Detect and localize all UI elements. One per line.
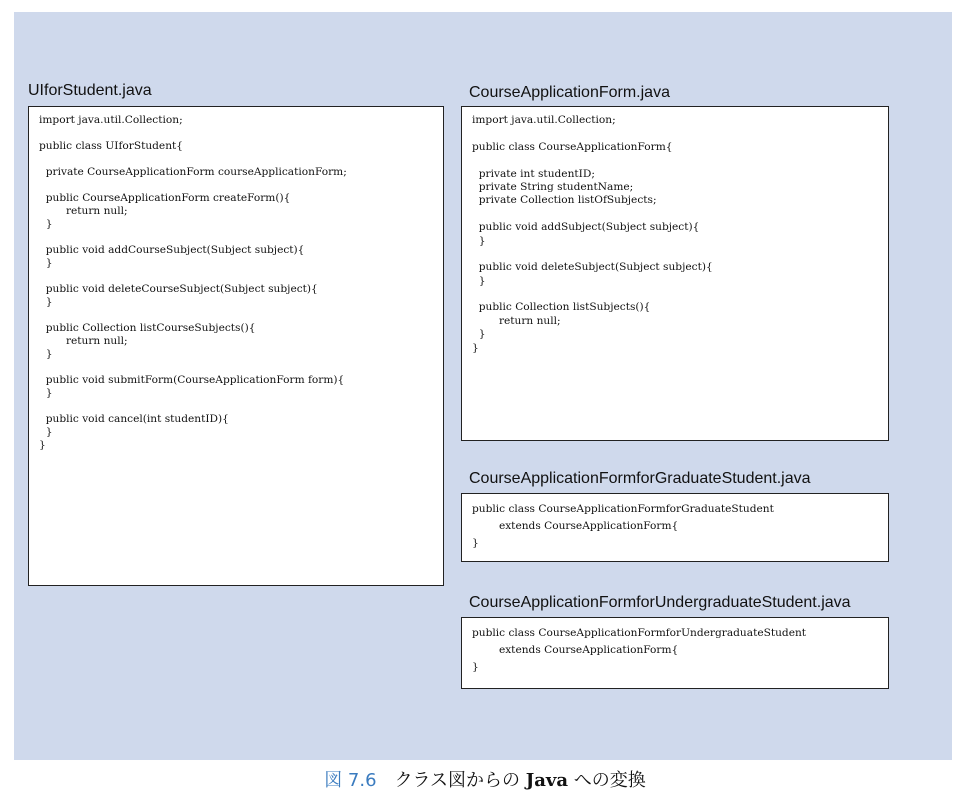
code-line: public Collection listSubjects(){ [472, 301, 651, 314]
code-line [39, 270, 443, 283]
code-line: } [39, 426, 53, 438]
figure-number: 図 7.6 [324, 770, 377, 791]
code-line: } [39, 348, 53, 360]
code-line: public class CourseApplicationFormforUndergraduateStudent [472, 627, 807, 639]
code-line [472, 288, 888, 301]
code-line: public Collection listCourseSubjects(){ [39, 322, 256, 334]
code-line: private int studentID; [472, 167, 595, 180]
code-line: import java.util.Collection; [39, 114, 183, 126]
code-line [39, 361, 443, 374]
code-line: return null; [39, 205, 128, 217]
code-line [39, 153, 443, 166]
code-line [39, 179, 443, 192]
code-line [39, 400, 443, 413]
caption-text-java: Java [525, 770, 569, 791]
code-block-courseapplicationform [461, 106, 889, 441]
code-line: public void addCourseSubject(Subject subject){ [39, 244, 305, 256]
code-line [472, 248, 888, 261]
code-line: private Collection listOfSubjects; [472, 194, 657, 207]
code-line: public class UIforStudent{ [39, 140, 184, 152]
code-line: public void deleteCourseSubject(Subject subject){ [39, 283, 318, 295]
code-line: public void submitForm(CourseApplicationForm form){ [39, 374, 345, 386]
code-block-uiforstudent [28, 106, 444, 586]
figure-caption [0, 766, 970, 792]
code-line: public void cancel(int studentID){ [39, 413, 229, 425]
code-line: } [472, 661, 479, 673]
file-title-courseapplicationform: CourseApplicationForm.java [469, 84, 670, 101]
code-line: private String studentName; [472, 180, 634, 193]
code-line: } [472, 341, 479, 354]
code-line [39, 231, 443, 244]
code-line: public CourseApplicationForm createForm(){ [39, 192, 291, 204]
code-line: } [39, 387, 53, 399]
code-line: import java.util.Collection; [472, 114, 616, 126]
code-line: } [39, 296, 53, 308]
file-title-undergraduate-form: CourseApplicationFormforUndergraduateStudent.java [469, 594, 851, 611]
code-line: return null; [472, 314, 561, 327]
file-title-uiforstudent: UIforStudent.java [28, 82, 152, 99]
code-line: public void deleteSubject(Subject subject){ [472, 261, 713, 274]
code-line: } [472, 537, 479, 549]
caption-text-before: クラス図からの [394, 770, 526, 791]
code-line: } [39, 439, 46, 451]
code-line: extends CourseApplicationForm{ [472, 520, 679, 532]
code-line: extends CourseApplicationForm{ [472, 644, 679, 656]
code-line: } [472, 274, 486, 287]
code-line [472, 208, 888, 221]
code-line [472, 127, 888, 140]
caption-text-after: への変換 [568, 770, 646, 791]
code-line: public void addSubject(Subject subject){ [472, 221, 700, 234]
code-line: return null; [39, 335, 128, 347]
code-line: } [472, 234, 486, 247]
code-block-graduate-form [461, 493, 889, 562]
code-line [39, 127, 443, 140]
code-line: } [39, 257, 53, 269]
code-line [39, 309, 443, 322]
code-line: } [472, 328, 486, 341]
code-line [472, 154, 888, 167]
code-line: } [39, 218, 53, 230]
code-line: public class CourseApplicationFormforGraduateStudent [472, 503, 774, 515]
code-line: public class CourseApplicationForm{ [472, 140, 673, 153]
file-title-graduate-form: CourseApplicationFormforGraduateStudent.java [469, 470, 811, 487]
code-block-undergraduate-form [461, 617, 889, 689]
code-line: private CourseApplicationForm courseApplicationForm; [39, 166, 347, 178]
